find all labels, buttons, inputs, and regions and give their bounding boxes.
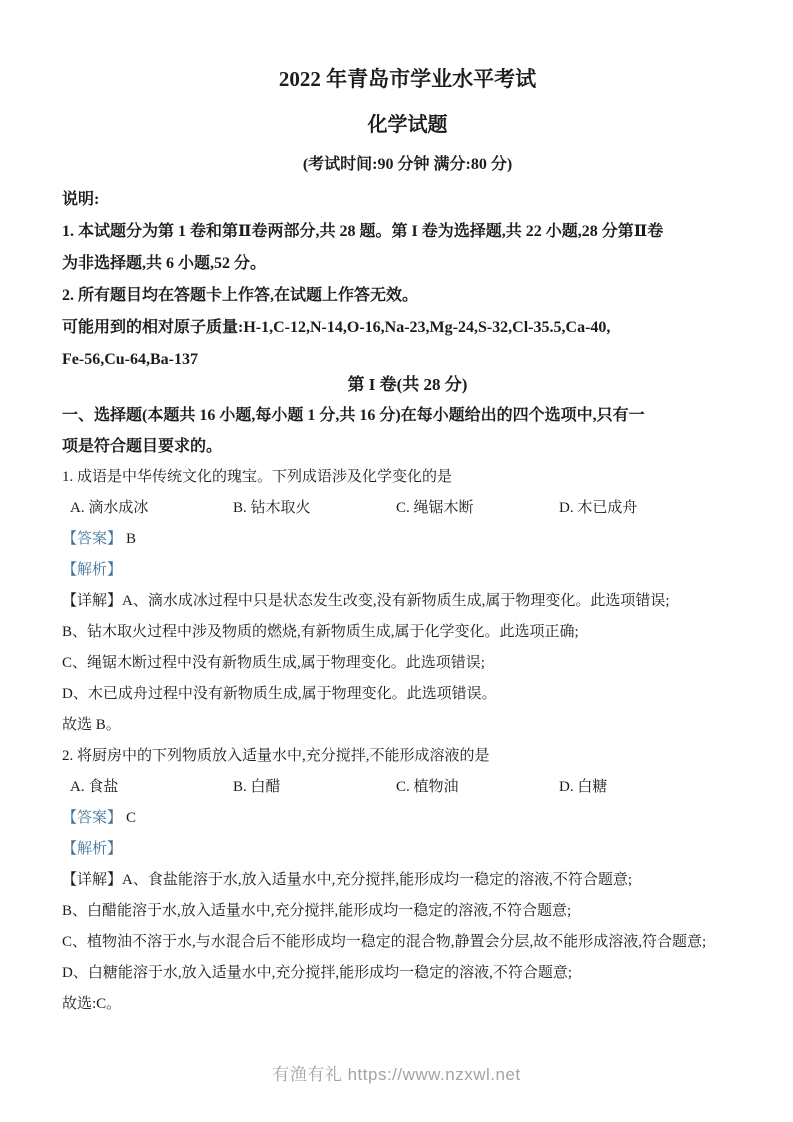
question-1-conclusion: 故选 B。 xyxy=(62,717,121,733)
question-2-detail-line-a: 【详解】A、食盐能溶于水,放入适量水中,充分搅拌,能形成均一稳定的溶液,不符合题意; xyxy=(62,872,633,888)
question-1-stem: 1. 成语是中华传统文化的瑰宝。下列成语涉及化学变化的是 xyxy=(62,469,453,485)
question-1-detail-line-c: C、绳锯木断过程中没有新物质生成,属于物理变化。此选项错误; xyxy=(62,655,485,671)
question-1-option-c: C. 绳锯木断 xyxy=(396,500,474,516)
instructions-heading: 说明: xyxy=(62,191,100,208)
section-intro-line-2: 项是符合题目要求的。 xyxy=(62,438,223,455)
question-2-option-b: B. 白醋 xyxy=(233,779,281,795)
answer-label: 【答案】 xyxy=(62,531,123,547)
question-2-option-d: D. 白糖 xyxy=(559,779,608,795)
question-2-option-a: A. 食盐 xyxy=(70,779,119,795)
question-2-detail-line-b: B、白醋能溶于水,放入适量水中,充分搅拌,能形成均一稳定的溶液,不符合题意; xyxy=(62,903,572,919)
question-1-detail-line-a: 【详解】A、滴水成冰过程中只是状态发生改变,没有新物质生成,属于物理变化。此选项错误; xyxy=(62,593,670,609)
question-1-option-b: B. 钻木取火 xyxy=(233,500,311,516)
question-1-detail-line-d: D、木已成舟过程中没有新物质生成,属于物理变化。此选项错误。 xyxy=(62,686,497,702)
exam-info: (考试时间:90 分钟 满分:80 分) xyxy=(302,156,513,173)
page-title: 2022 年青岛市学业水平考试 xyxy=(278,67,537,91)
instructions-block xyxy=(62,184,753,376)
analysis-label: 【解析】 xyxy=(62,562,123,578)
question-1-option-d: D. 木已成舟 xyxy=(559,500,638,516)
question-2-options-row xyxy=(62,772,753,803)
answer-label: 【答案】 xyxy=(62,810,123,826)
question-1-option-a: A. 滴水成冰 xyxy=(70,500,149,516)
instruction-line-1: 1. 本试题分为第 1 卷和第Ⅱ卷两部分,共 28 题。第 I 卷为选择题,共 22 小题,28 分第Ⅱ卷 xyxy=(62,223,664,240)
question-1-detail-line-b: B、钻木取火过程中涉及物质的燃烧,有新物质生成,属于化学变化。此选项正确; xyxy=(62,624,579,640)
answer-value: C xyxy=(126,810,137,826)
question-block-1 xyxy=(62,462,753,741)
page-subtitle: 化学试题 xyxy=(367,114,448,136)
question-2-answer-line xyxy=(62,803,753,834)
section-heading: 第 I 卷(共 28 分) xyxy=(347,375,468,394)
atomic-masses-line-1: 可能用到的相对原子质量:H-1,C-12,N-14,O-16,Na-23,Mg-24,S-32,Cl-35.5,Ca-40, xyxy=(62,319,611,336)
question-2-detail-line-d: D、白糖能溶于水,放入适量水中,充分搅拌,能形成均一稳定的溶液,不符合题意; xyxy=(62,965,573,981)
atomic-masses-line-2: Fe-56,Cu-64,Ba-137 xyxy=(62,351,198,368)
question-2-detail-line-c: C、植物油不溶于水,与水混合后不能形成均一稳定的混合物,静置会分层,故不能形成溶液,符合题意; xyxy=(62,934,707,950)
question-2-conclusion: 故选:C。 xyxy=(62,996,122,1012)
question-1-options-row xyxy=(62,493,753,524)
instruction-line-2: 为非选择题,共 6 小题,52 分。 xyxy=(62,255,267,272)
question-2-option-c: C. 植物油 xyxy=(396,779,459,795)
question-1-answer-line xyxy=(62,524,753,555)
question-block-2 xyxy=(62,741,753,1020)
analysis-label: 【解析】 xyxy=(62,841,123,857)
answer-value: B xyxy=(126,531,137,547)
question-1-analysis-line xyxy=(62,555,753,586)
question-2-stem: 2. 将厨房中的下列物质放入适量水中,充分搅拌,不能形成溶液的是 xyxy=(62,748,490,764)
watermark: 有渔有礼 https://www.nzxwl.net xyxy=(272,1065,521,1084)
instruction-line-3: 2. 所有题目均在答题卡上作答,在试题上作答无效。 xyxy=(62,287,419,304)
section-intro-line-1: 一、选择题(本题共 16 小题,每小题 1 分,共 16 分)在每小题给出的四个选项中,只有一 xyxy=(62,407,645,424)
section-intro-block xyxy=(62,400,753,462)
question-2-analysis-line xyxy=(62,834,753,865)
